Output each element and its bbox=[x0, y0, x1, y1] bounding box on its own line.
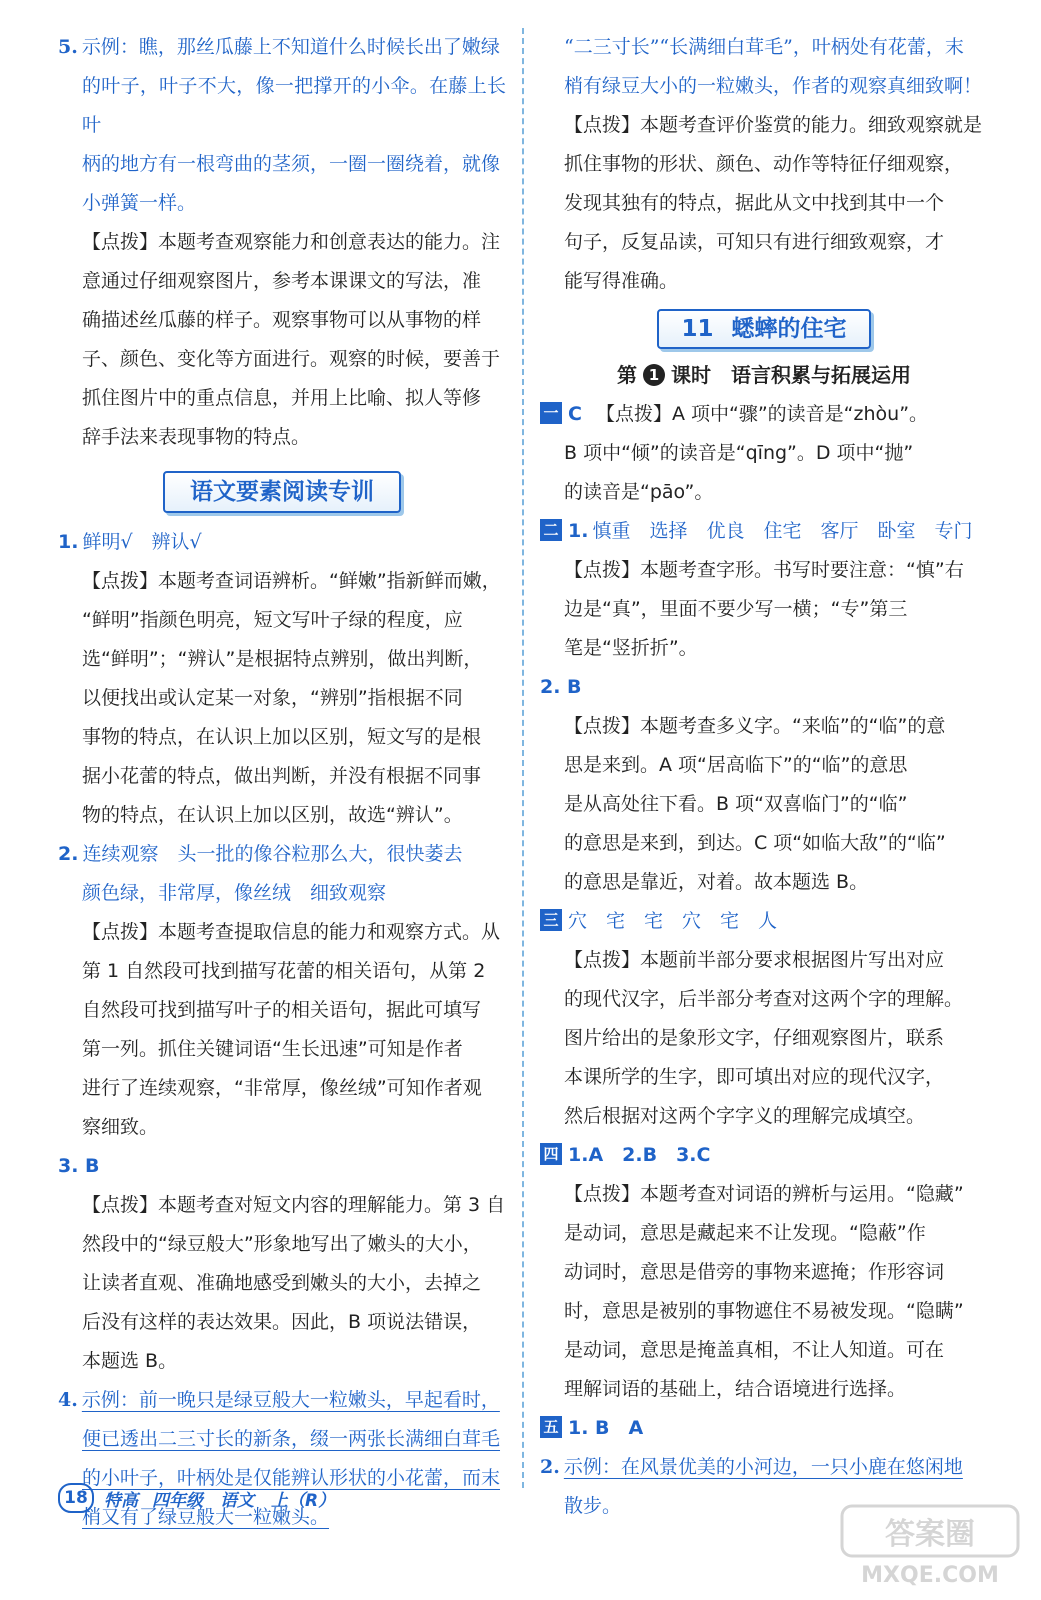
s3-answer-line bbox=[540, 902, 988, 941]
s2-q1-tip-2: 边是“真”，里面不要少写一横；“专”第三 bbox=[564, 598, 908, 620]
s3-tip-3: 图片给出的是象形文字，仔细观察图片，联系 bbox=[564, 1027, 945, 1049]
s5-q1-answer: 1. B A bbox=[568, 1417, 644, 1439]
q5-tip-1: 【点拨】本题考查观察能力和创意表达的能力。注 bbox=[82, 231, 501, 253]
q5-number: 5. bbox=[58, 36, 78, 58]
s5-q1-line bbox=[540, 1409, 988, 1448]
s2-q1-answer-line: 二 1. 慎重 选择 优良 住宅 客厅 卧室 专门 bbox=[540, 512, 988, 551]
s2-q2-tip-4: 的意思是来到，到达。C 项“如临大敌”的“临” bbox=[564, 832, 946, 854]
s2-q2-number: 2. B bbox=[540, 676, 582, 698]
section-marker-3: 三 bbox=[540, 909, 562, 931]
q4-line-3: 的小叶子，叶柄处是仅能辨认形状的小花蕾，而末 bbox=[82, 1467, 501, 1489]
lesson-subtitle: 第 1 课时 语言积累与拓展运用 bbox=[617, 363, 911, 387]
s3-tip-1: 【点拨】本题前半部分要求根据图片写出对应 bbox=[564, 949, 945, 971]
q3-tip-1: 【点拨】本题考查对短文内容的理解能力。第 3 自 bbox=[82, 1194, 506, 1216]
s4-tip-2: 是动词，意思是藏起来不让发现。“隐蔽”作 bbox=[564, 1222, 926, 1244]
q2-tip-5: 进行了连续观察，“非常厚，像丝绒”可知作者观 bbox=[82, 1077, 482, 1099]
q5-tip-5: 抓住图片中的重点信息，并用上比喻、拟人等修 bbox=[82, 387, 482, 409]
lesson-name: 蟋蟀的住宅 bbox=[731, 316, 847, 342]
q1-tip-7: 物的特点，在认识上加以区别，故选“辨认”。 bbox=[82, 804, 463, 826]
q2-answer-line-2: 颜色绿，非常厚，像丝绒 细致观察 bbox=[82, 882, 387, 904]
number-1-circle-icon: 1 bbox=[643, 364, 665, 386]
section-3 bbox=[540, 902, 988, 1136]
question-4-continued bbox=[540, 28, 988, 301]
q3-tip-2: 然段中的“绿豆般大”形象地写出了嫩头的大小， bbox=[82, 1233, 482, 1255]
watermark-logo bbox=[840, 1500, 1020, 1590]
q4-cont-1: “二三寸长”“长满细白茸毛”，叶柄处有花蕾，末 bbox=[564, 36, 964, 58]
q5-tip-3: 确描述丝瓜藤的样子。观察事物可以从事物的样 bbox=[82, 309, 482, 331]
q4-tip-2: 抓住事物的形状、颜色、动作等特征仔细观察， bbox=[564, 153, 964, 175]
q4-line-4: 梢又有了绿豆般大一粒嫩头。 bbox=[82, 1506, 330, 1528]
q5-line-1: 5. 示例：瞧，那丝瓜藤上不知道什么时候长出了嫩绿 bbox=[58, 36, 500, 58]
q2-answer-line-1: 2. 连续观察 头一批的像谷粒那么大，很快萎去 bbox=[58, 843, 463, 865]
s3-tip-2: 的现代汉字，后半部分考查对这两个字的理解。 bbox=[564, 988, 964, 1010]
q1-tip-1: 【点拨】本题考查词语辨析。“鲜嫩”指新鲜而嫩， bbox=[82, 570, 501, 592]
s2-q1-tip-1: 【点拨】本题考查字形。书写时要注意：“慎”右 bbox=[564, 559, 964, 581]
s1-line-1: 一 C 【点拨】A 项中“骤”的读音是“zhòu”。 bbox=[540, 395, 988, 434]
section-marker-5: 五 bbox=[540, 1416, 562, 1438]
s2-q2-tip-5: 的意思是靠近，对着。故本题选 B。 bbox=[564, 871, 869, 893]
question-3 bbox=[58, 1147, 506, 1381]
section-2 bbox=[540, 512, 988, 902]
s2-q2-tip-3: 是从高处往下看。B 项“双喜临门”的“临” bbox=[564, 793, 908, 815]
q2-number: 2. bbox=[58, 843, 79, 865]
section-marker-2: 二 bbox=[540, 519, 562, 541]
s4-answer: 1.A 2.B 3.C bbox=[568, 1144, 711, 1166]
q2-tip-3: 自然段可找到描写叶子的相关语句，据此可填写 bbox=[82, 999, 482, 1021]
s4-tip-5: 是动词，意思是掩盖真相，不让人知道。可在 bbox=[564, 1339, 945, 1361]
watermark-line-2: MXQE.COM bbox=[861, 1563, 999, 1588]
q1-number: 1. bbox=[58, 531, 79, 553]
q1-tip-3: 选“鲜明”；“辨认”是根据特点辨别，做出判断， bbox=[82, 648, 483, 670]
s1-line-2: B 项中“倾”的读音是“qīng”。D 项中“抛” bbox=[564, 442, 914, 464]
s2-q1-tip-3: 笔是“竖折折”。 bbox=[564, 637, 698, 659]
q1-tip-5: 事物的特点，在认识上加以区别，短文写的是根 bbox=[82, 726, 482, 748]
section-marker-4: 四 bbox=[540, 1143, 562, 1165]
watermark-line-1: 答案圈 bbox=[885, 1517, 975, 1552]
q4-tip-3: 发现其独有的特点，据此从文中找到其中一个 bbox=[564, 192, 945, 214]
q3-number: 3. B bbox=[58, 1155, 100, 1177]
question-2 bbox=[58, 835, 506, 1147]
q5-tip-6: 辞手法来表现事物的特点。 bbox=[82, 426, 311, 448]
s5-q2-line-2: 散步。 bbox=[564, 1495, 622, 1517]
section-1 bbox=[540, 395, 988, 512]
q5-line-3: 柄的地方有一根弯曲的茎须，一圈一圈绕着，就像 bbox=[82, 153, 501, 175]
q4-number: 4. bbox=[58, 1389, 78, 1411]
q3-tip-3: 让读者直观、准确地感受到嫩头的大小，去掉之 bbox=[82, 1272, 482, 1294]
s1-answer: C bbox=[568, 403, 582, 425]
q2-tip-1: 【点拨】本题考查提取信息的能力和观察方式。从 bbox=[82, 921, 501, 943]
section-title: 语文要素阅读专训 bbox=[163, 471, 401, 513]
s2-q1-answer: 慎重 选择 优良 住宅 客厅 卧室 专门 bbox=[592, 520, 973, 542]
brand-logo: 特高 bbox=[104, 1490, 138, 1511]
lesson-title bbox=[657, 309, 871, 349]
q5-line-4: 小弹簧一样。 bbox=[82, 192, 197, 214]
q1-answer-line bbox=[58, 523, 506, 562]
q5-tip-4: 子、颜色、变化等方面进行。观察的时候，要善于 bbox=[82, 348, 501, 370]
q4-cont-2: 梢有绿豆大小的一粒嫩头，作者的观察真细致啊！ bbox=[564, 75, 983, 97]
q1-tip-4: 以便找出或认定某一对象，“辨别”指根据不同 bbox=[82, 687, 463, 709]
s1-line-3: 的读音是“pāo”。 bbox=[564, 481, 714, 503]
s4-tip-1: 【点拨】本题考查对词语的辨析与运用。“隐藏” bbox=[564, 1183, 964, 1205]
left-column bbox=[58, 28, 506, 1537]
q2-tip-4: 第一列。抓住关键词语“生长迅速”可知是作者 bbox=[82, 1038, 463, 1060]
q3-tip-5: 本题选 B。 bbox=[82, 1350, 178, 1372]
s3-tip-5: 然后根据对这两个字字义的理解完成填空。 bbox=[564, 1105, 926, 1127]
s3-tip-4: 本课所学的生字，即可填出对应的现代汉字， bbox=[564, 1066, 945, 1088]
q1-tip-6: 据小花蕾的特点，做出判断，并没有根据不同事 bbox=[82, 765, 482, 787]
s4-tip-4: 时，意思是被别的事物遮住不易被发现。“隐瞒” bbox=[564, 1300, 964, 1322]
q4-line-1: 4. 示例：前一晚只是绿豆般大一粒嫩头，早起看时， bbox=[58, 1389, 500, 1411]
s4-tip-6: 理解词语的基础上，结合语境进行选择。 bbox=[564, 1378, 907, 1400]
right-column bbox=[540, 28, 988, 1526]
q5-tip-2: 意通过仔细观察图片，参考本课课文的写法，准 bbox=[82, 270, 482, 292]
column-divider bbox=[522, 28, 524, 1488]
book-info: 四年级 语文 上（R） bbox=[152, 1490, 336, 1511]
page-footer bbox=[58, 1480, 335, 1516]
s5-q2-line-1: 2. 示例：在风景优美的小河边，一只小鹿在悠闲地 bbox=[540, 1456, 963, 1478]
question-1 bbox=[58, 523, 506, 835]
s4-answer-line bbox=[540, 1136, 988, 1175]
lesson-number: 11 bbox=[681, 316, 714, 342]
s4-tip-3: 动词时，意思是借旁的事物来遮掩；作形容词 bbox=[564, 1261, 945, 1283]
s2-q2-tip-1: 【点拨】本题考查多义字。“来临”的“临”的意 bbox=[564, 715, 946, 737]
question-5 bbox=[58, 28, 506, 457]
q5-line-2: 的叶子，叶子不大，像一把撑开的小伞。在藤上长叶 bbox=[82, 75, 506, 136]
s2-q2-tip-2: 思是来到。A 项“居高临下”的“临”的意思 bbox=[564, 754, 908, 776]
s3-answer: 穴 宅 宅 穴 宅 人 bbox=[568, 910, 778, 932]
q4-tip-5: 能写得准确。 bbox=[564, 270, 679, 292]
q4-tip-1: 【点拨】本题考查评价鉴赏的能力。细致观察就是 bbox=[564, 114, 983, 136]
q3-tip-4: 后没有这样的表达效果。因此，B 项说法错误， bbox=[82, 1311, 482, 1333]
section-4 bbox=[540, 1136, 988, 1409]
q2-tip-6: 察细致。 bbox=[82, 1116, 159, 1138]
q2-tip-2: 第 1 自然段可找到描写花蕾的相关语句，从第 2 bbox=[82, 960, 486, 982]
section-marker-1: 一 bbox=[540, 402, 562, 424]
q4-line-2: 便已透出二三寸长的新条，缀一两张长满细白茸毛 bbox=[82, 1428, 501, 1450]
q1-answer: 鲜明√ 辨认√ bbox=[82, 531, 202, 553]
q4-tip-4: 句子，反复品读，可知只有进行细致观察，才 bbox=[564, 231, 945, 253]
page-number: 18 bbox=[58, 1483, 94, 1513]
q1-tip-2: “鲜明”指颜色明亮，短文写叶子绿的程度，应 bbox=[82, 609, 463, 631]
